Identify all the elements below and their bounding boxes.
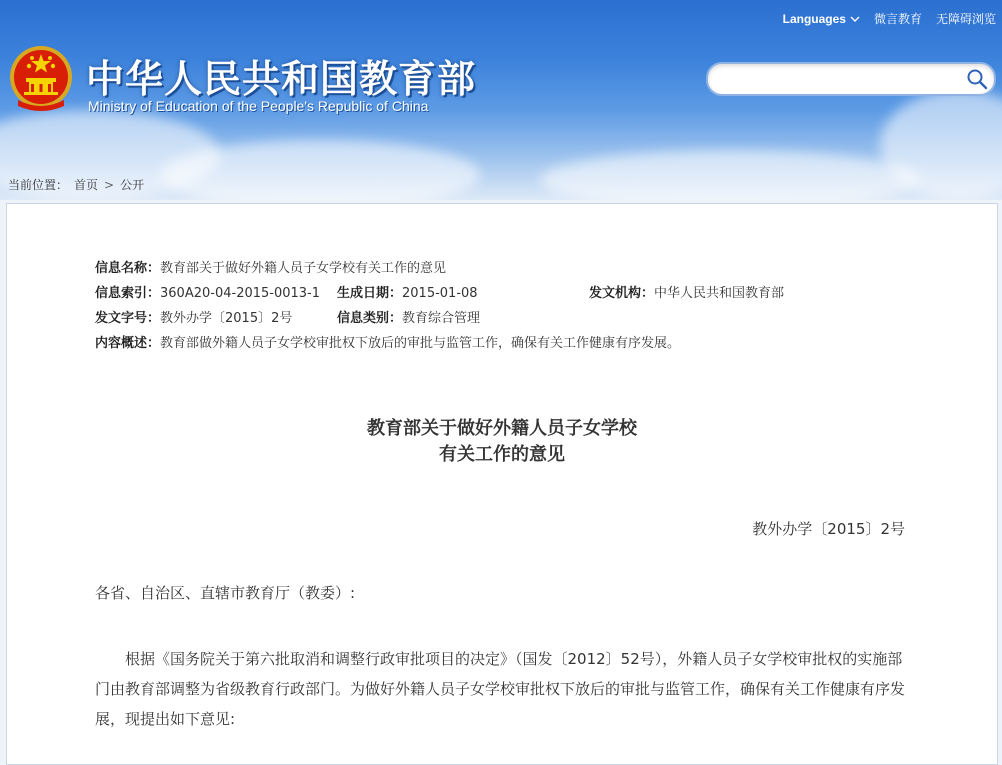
breadcrumb — [8, 176, 144, 193]
info-date-label: 生成日期： — [337, 286, 403, 301]
info-name-label: 信息名称： — [95, 261, 161, 276]
site-subtitle: Ministry of Education of the People's Republic of China — [88, 98, 429, 114]
info-category-value: 教育综合管理 — [402, 311, 481, 326]
top-links — [783, 10, 996, 27]
info-summary-value: 教育部做外籍人员子女学校审批权下放后的审批与监管工作，确保有关工作健康有序发展。 — [160, 336, 681, 351]
main-content — [6, 203, 998, 765]
breadcrumb-current-link[interactable]: 公开 — [120, 178, 145, 192]
languages-menu[interactable] — [783, 10, 860, 27]
languages-label: Languages — [782, 11, 846, 26]
cloud-decoration — [540, 150, 920, 200]
meta-row-name — [95, 256, 680, 281]
search-icon[interactable] — [966, 68, 988, 90]
info-docno-value: 教外办学〔2015〕2号 — [160, 311, 293, 326]
info-docno-label: 发文字号： — [95, 311, 161, 326]
cloud-decoration — [160, 140, 480, 200]
info-index-value: 360A20-04-2015-0013-1 — [160, 286, 321, 301]
national-emblem-icon — [8, 44, 74, 114]
search-box — [706, 62, 996, 96]
site-title: 中华人民共和国教育部 — [86, 59, 477, 101]
info-metadata — [95, 256, 785, 356]
document-paragraph: 根据《国务院关于第六批取消和调整行政审批项目的决定》（国发〔2012〕52号），外籍人员子女学校审批权的实施部门由教育部调整为省级教育行政部门。为做好外籍人员子女学校审批权下放后的审批与监管工作，确保有关工作健康有序发展，现提出如下意见: — [95, 650, 906, 728]
meta-row-docno — [95, 306, 680, 331]
chevron-down-icon — [850, 15, 860, 23]
document-addressee: 各省、自治区、直辖市教育厅（教委）: — [95, 584, 356, 602]
site-header — [0, 0, 1002, 200]
info-date-value: 2015-01-08 — [402, 286, 478, 301]
breadcrumb-prefix: 当前位置： — [8, 178, 69, 192]
breadcrumb-home-link[interactable]: 首页 — [74, 178, 99, 192]
info-name-value: 教育部关于做好外籍人员子女学校有关工作的意见 — [160, 261, 447, 276]
info-index-label: 信息索引： — [95, 286, 161, 301]
meta-row-summary — [95, 331, 680, 356]
meta-row-index — [95, 281, 785, 306]
info-summary-label: 内容概述： — [95, 336, 161, 351]
info-org-label: 发文机构： — [589, 286, 655, 301]
document-title — [7, 416, 997, 468]
document-title-line2: 有关工作的意见 — [439, 444, 565, 465]
info-org-value: 中华人民共和国教育部 — [654, 286, 785, 301]
document-number: 教外办学〔2015〕2号 — [752, 520, 905, 538]
search-input[interactable] — [720, 69, 964, 91]
breadcrumb-separator: > — [104, 177, 115, 192]
info-category-label: 信息类别： — [337, 311, 403, 326]
weiyan-link[interactable]: 微言教育 — [873, 12, 922, 26]
document-title-line1: 教育部关于做好外籍人员子女学校 — [367, 418, 637, 439]
accessible-browse-link[interactable]: 无障碍浏览 — [935, 12, 996, 26]
